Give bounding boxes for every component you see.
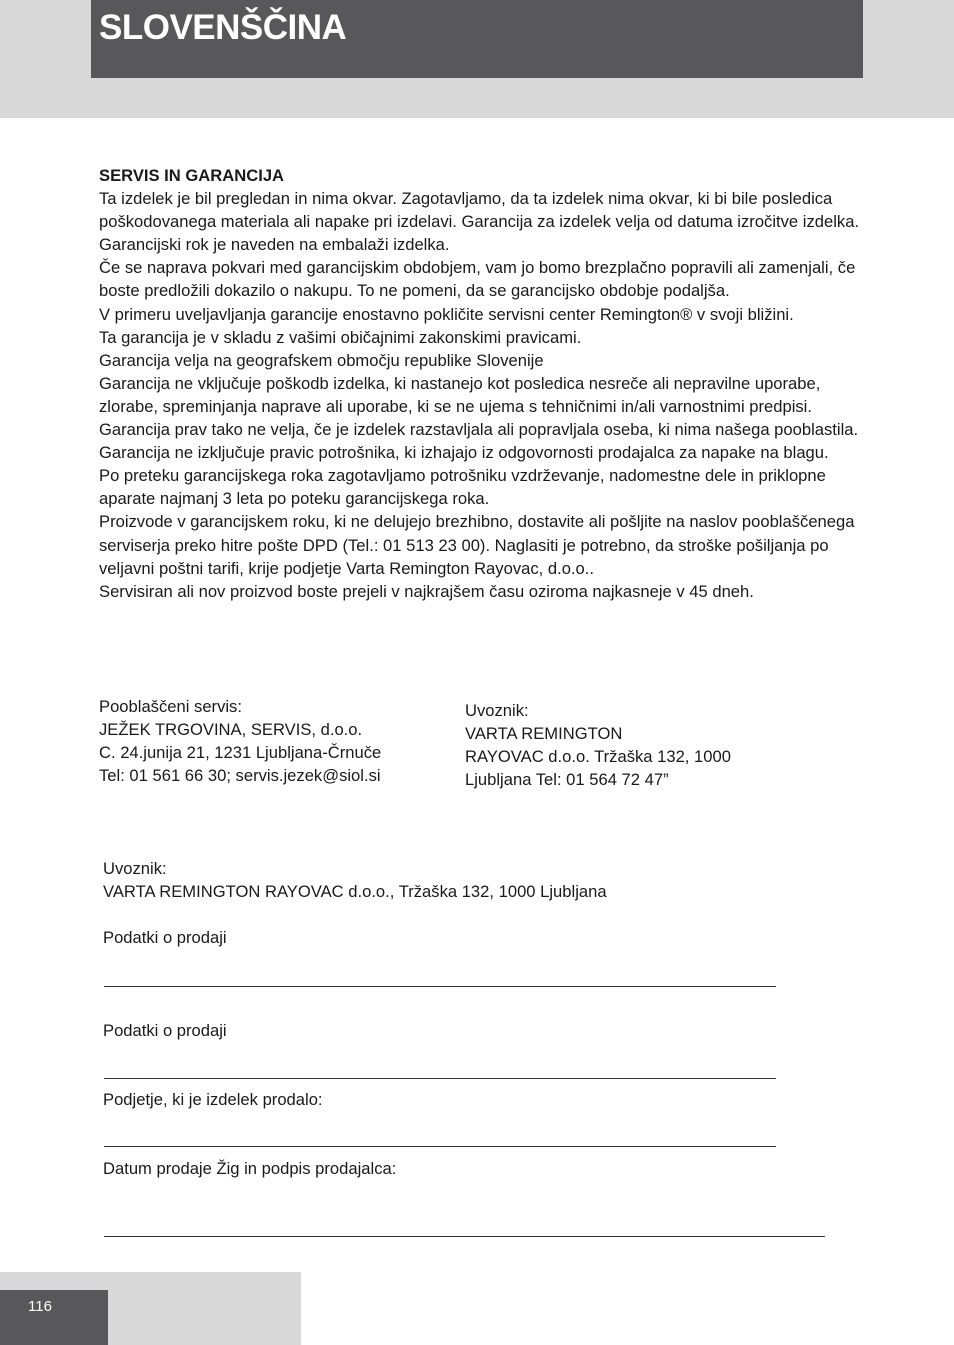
authorized-service-address xyxy=(99,695,449,787)
paragraph: V primeru uveljavljanja garancije enostavno pokličite servisni center Remington® v svoji bližini. xyxy=(99,304,794,324)
fill-in-line xyxy=(104,1078,776,1079)
warranty-section xyxy=(99,164,869,603)
paragraph: Če se naprava pokvari med garancijskim obdobjem, vam jo bomo brezplačno popravili ali zamenjali, če boste predložili dokazilo o nakupu. To ne pomeni, da se garancijsko obdobje podaljša. xyxy=(99,258,856,301)
sales-data-label: Podatki o prodaji xyxy=(103,928,227,948)
fill-in-line xyxy=(104,1146,776,1147)
paragraph: Servisiran ali nov proizvod boste prejeli v najkrajšem času oziroma najkasneje v 45 dneh. xyxy=(99,581,754,601)
service-address: C. 24.junija 21, 1231 Ljubljana-Črnuče xyxy=(99,743,382,763)
signature-line xyxy=(104,1236,825,1237)
paragraph: Ta garancija je v skladu z vašimi običajnimi zakonskimi pravicami. xyxy=(99,327,582,347)
fill-in-line xyxy=(104,986,776,987)
sales-data-label: Podatki o prodaji xyxy=(103,1021,227,1041)
page-title: SLOVENŠČINA xyxy=(99,8,347,47)
page-number: 116 xyxy=(28,1298,52,1315)
seller-company-label: Podjetje, ki je izdelek prodalo: xyxy=(103,1090,323,1110)
paragraph: Garancija ne izključuje pravic potrošnika, ki izhajajo iz odgovornosti prodajalca za napake na blagu. xyxy=(99,443,829,463)
importer-address xyxy=(465,699,765,791)
importer-line: RAYOVAC d.o.o. Tržaška 132, 1000 xyxy=(465,747,731,767)
importer-line: VARTA REMINGTON xyxy=(465,724,623,744)
form-importer-value: VARTA REMINGTON RAYOVAC d.o.o., Tržaška 132, 1000 Ljubljana xyxy=(103,882,607,902)
importer-label: Uvoznik: xyxy=(465,701,529,720)
service-contact: Tel: 01 561 66 30; servis.jezek@siol.si xyxy=(99,766,381,786)
paragraph: Garancija ne vključuje poškodb izdelka, ki nastanejo kot posledica nesreče ali nepravilne uporabe, zlorabe, spreminjanja naprave ali uporabe, ki se ne ujema s tehničnimi in/ali varnostnimi predpisi. Garancija prav tako ne velja, če je izdelek razstavljala ali popravljala oseba, ki nima našega pooblastila. xyxy=(99,373,859,440)
paragraph: Po preteku garancijskega roka zagotavljamo potrošniku vzdrževanje, nadomestne dele in priklopne aparate najmanj 3 leta po poteku garancijskega roka. xyxy=(99,466,826,509)
sale-date-signature-label: Datum prodaje Žig in podpis prodajalca: xyxy=(103,1159,397,1179)
service-company: JEŽEK TRGOVINA, SERVIS, d.o.o. xyxy=(99,720,363,740)
importer-line: Ljubljana Tel: 01 564 72 47” xyxy=(465,770,669,790)
page-number-box xyxy=(0,1290,108,1345)
section-heading: SERVIS IN GARANCIJA xyxy=(99,166,285,185)
form-importer-label: Uvoznik: xyxy=(103,859,167,878)
paragraph: Garancija velja na geografskem območju republike Slovenije xyxy=(99,350,544,370)
paragraph: Ta izdelek je bil pregledan in nima okvar. Zagotavljamo, da ta izdelek nima okvar, ki bi bile posledica poškodovanega materiala ali napake pri izdelavi. Garancija za izdelek velja od datuma izročitve izdelka. Garancijski rok je naveden na embalaži izdelka. xyxy=(99,189,860,255)
title-bar xyxy=(91,0,863,78)
warranty-form xyxy=(103,857,843,1181)
paragraph: Proizvode v garancijskem roku, ki ne delujejo brezhibno, dostavite ali pošljite na naslov pooblaščenega serviserja preko hitre pošte DPD (Tel.: 01 513 23 00). Naglasiti je potrebno, da stroške pošiljanja po veljavni poštni tarifi, krije podjetje Varta Remington Rayovac, d.o.o.. xyxy=(99,512,855,578)
service-label: Pooblaščeni servis: xyxy=(99,697,242,716)
